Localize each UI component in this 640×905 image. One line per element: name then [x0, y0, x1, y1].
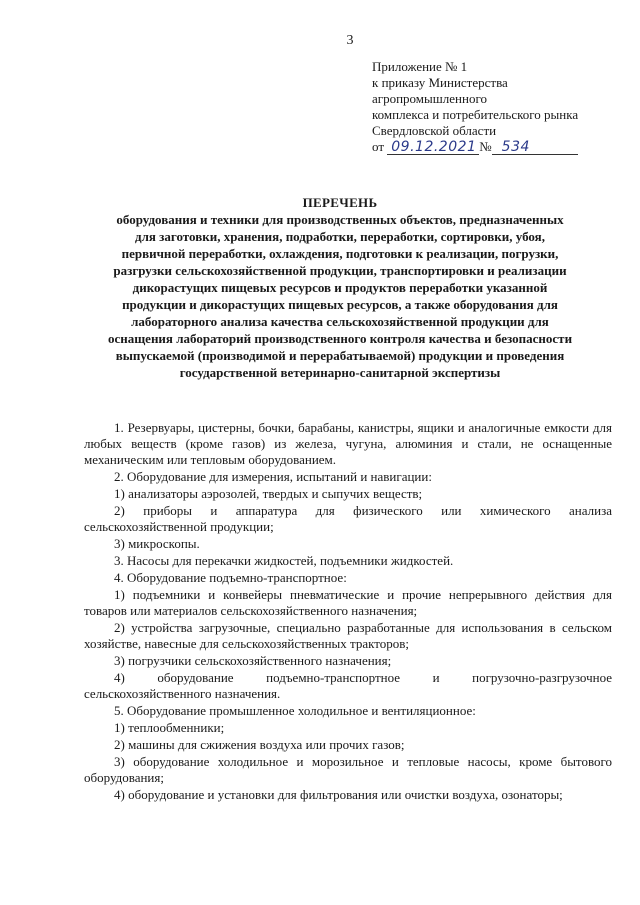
- appendix-line: комплекса и потребительского рынка: [372, 107, 579, 122]
- list-item: 3) погрузчики сельскохозяйственного назначения;: [114, 653, 392, 668]
- title-line: разгрузки сельскохозяйственной продукции, транспортировки и реализации: [113, 263, 567, 278]
- page-number: 3: [346, 33, 354, 48]
- list-item: 5. Оборудование промышленное холодильное и вентиляционное:: [114, 703, 476, 718]
- list-item: 2) приборы и аппаратура для физического или химического анализа сельскохозяйственной продукции;: [84, 503, 612, 534]
- title-line: первичной переработки, охлаждения, подготовки к реализации, погрузки,: [121, 246, 559, 261]
- document-body: [84, 420, 612, 804]
- title-line: продукции и дикорастущих пищевых ресурсов, а также оборудования для: [122, 297, 558, 312]
- title-line: выпускаемой (производимой и перерабатываемой) продукции и проведения: [115, 348, 565, 363]
- document-title: [70, 194, 610, 381]
- list-item: 4. Оборудование подъемно-транспортное:: [114, 570, 347, 585]
- list-item: 4) оборудование подъемно-транспортное и погрузочно-разгрузочное сельскохозяйственного назначения.: [84, 670, 612, 701]
- appendix-line: к приказу Министерства: [372, 75, 508, 90]
- appendix-line: агропромышленного: [372, 91, 487, 106]
- list-item: 2) устройства загрузочные, специально разработанные для использования в сельском хозяйстве, навесные для сельскохозяйственных тракторов;: [84, 620, 612, 651]
- title-line: для заготовки, хранения, подработки, переработки, сортировки, убоя,: [135, 229, 545, 244]
- list-item: 1. Резервуары, цистерны, бочки, барабаны, канистры, ящики и аналогичные емкости для любых веществ (кроме газов) из железа, чугуна, алюминия и стали, не оснащенные механическим или тепловым оборудованием.: [84, 420, 612, 467]
- date-prefix: от: [372, 139, 385, 154]
- number-prefix: №: [479, 139, 492, 154]
- list-item: 3. Насосы для перекачки жидкостей, подъемники жидкостей.: [114, 553, 454, 568]
- list-item: 2. Оборудование для измерения, испытаний и навигации:: [114, 469, 432, 484]
- list-item: 3) оборудование холодильное и морозильное и тепловые насосы, кроме бытового оборудования;: [84, 754, 612, 785]
- list-item: 2) машины для сжижения воздуха или прочих газов;: [114, 737, 405, 752]
- list-item: 3) микроскопы.: [114, 536, 200, 551]
- title-line: дикорастущих пищевых ресурсов и продуктов переработки указанной: [132, 280, 548, 295]
- appendix-line: Приложение № 1: [372, 59, 468, 74]
- handwritten-date: 09.12.2021: [387, 140, 479, 155]
- order-date-number-line: [372, 139, 622, 155]
- title-line: оснащения лабораторий производственного контроля качества и безопасности: [107, 331, 573, 346]
- list-item: 1) подъемники и конвейеры пневматические и прочие непрерывного действия для товаров или материалов сельскохозяйственного назначения;: [84, 587, 612, 618]
- title-heading: ПЕРЕЧЕНЬ: [302, 195, 378, 210]
- appendix-line: Свердловской области: [372, 123, 497, 138]
- title-line: оборудования и техники для производственных объектов, предназначенных: [116, 212, 564, 227]
- handwritten-number: 534: [492, 140, 578, 155]
- appendix-block: [372, 59, 622, 155]
- list-item: 1) анализаторы аэрозолей, твердых и сыпучих веществ;: [114, 486, 423, 501]
- list-item: 1) теплообменники;: [114, 720, 225, 735]
- list-item: 4) оборудование и установки для фильтрования или очистки воздуха, озонаторы;: [114, 787, 563, 802]
- title-line: государственной ветеринарно-санитарной экспертизы: [179, 365, 501, 380]
- title-line: лабораторного анализа качества сельскохозяйственной продукции для: [131, 314, 549, 329]
